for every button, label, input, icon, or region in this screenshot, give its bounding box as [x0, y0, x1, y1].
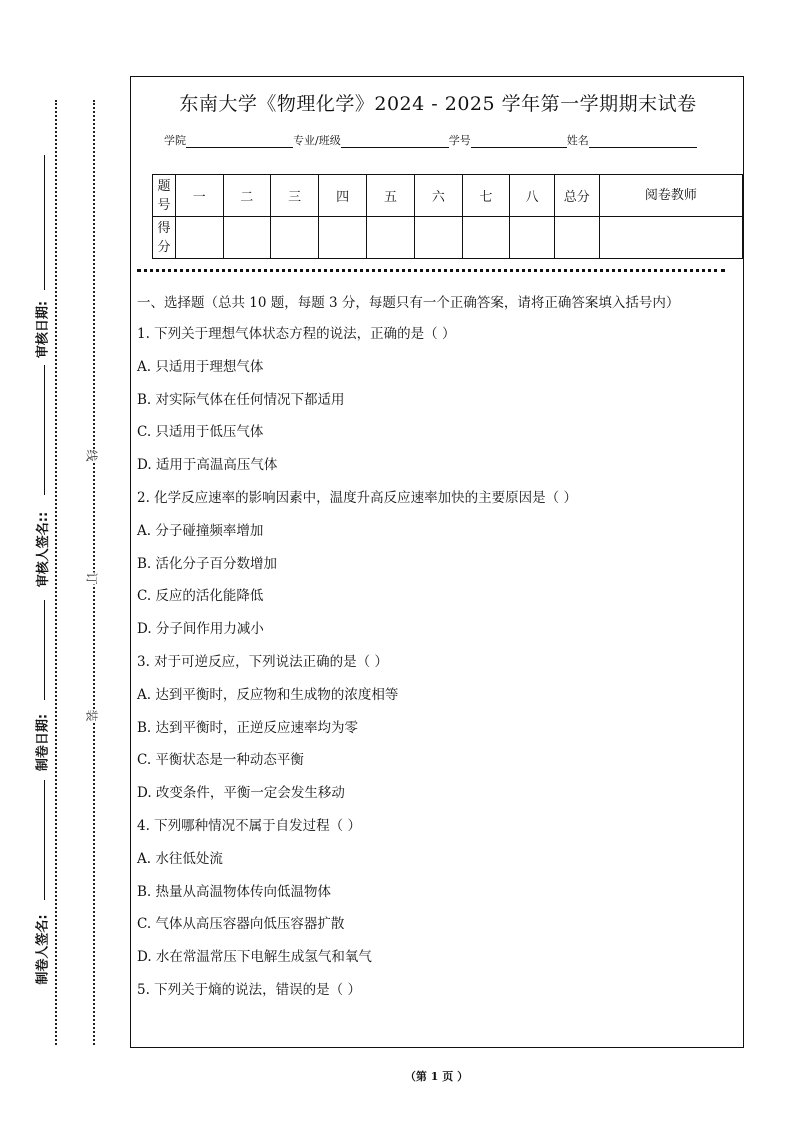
binding-char-zhuang: 装	[84, 709, 99, 722]
option: D. 适用于高温高压气体	[137, 457, 278, 474]
reviewer-sign-line	[44, 365, 45, 495]
header-cell: 六	[415, 175, 462, 217]
header-cell: 五	[366, 175, 414, 217]
score-cell[interactable]	[366, 217, 414, 259]
score-cell[interactable]	[319, 217, 366, 259]
score-cell[interactable]	[462, 217, 509, 259]
score-cell[interactable]	[599, 217, 742, 259]
review-date-label: 审核日期:	[35, 300, 51, 359]
score-row	[153, 217, 743, 259]
option: B. 活化分子百分数增加	[137, 555, 278, 572]
binding-char-ding: 订	[84, 572, 99, 585]
review-date-line	[44, 155, 45, 290]
name-label: 姓名	[566, 134, 589, 147]
question: 3. 对于可逆反应，下列说法正确的是（ ）	[137, 653, 388, 670]
question: 1. 下列关于理想气体状态方程的说法，正确的是（ ）	[137, 326, 456, 342]
option: B. 达到平衡时，正逆反应速率均为零	[137, 719, 359, 736]
score-cell[interactable]	[270, 217, 318, 259]
question: 5. 下列关于熵的说法，错误的是（ ）	[137, 981, 361, 998]
option: B. 热量从高温物体传向低温物体	[137, 883, 332, 900]
id-field[interactable]	[471, 135, 567, 148]
major-field[interactable]	[341, 135, 449, 148]
option: A. 达到平衡时，反应物和生成物的浓度相等	[137, 686, 399, 703]
header-cell: 四	[319, 175, 366, 217]
header-cell: 阅卷教师	[599, 175, 742, 217]
header-cell: 八	[510, 175, 555, 217]
option: A. 水往低处流	[137, 850, 223, 867]
question-section	[137, 293, 737, 1013]
option: B. 对实际气体在任何情况下都适用	[137, 391, 345, 408]
option: A. 分子碰撞频率增加	[137, 522, 264, 539]
header-cell: 题号	[153, 175, 176, 217]
option: C. 反应的活化能降低	[137, 588, 264, 605]
college-field[interactable]	[186, 135, 293, 148]
outer-binding-line	[55, 100, 57, 1045]
id-label: 学号	[448, 134, 471, 147]
score-table	[152, 174, 743, 259]
major-label: 专业/班级	[293, 134, 341, 147]
page-number: （第 1 页 ）	[404, 1070, 469, 1083]
maker-date-label: 制卷日期:	[35, 713, 51, 772]
header-cell: 二	[223, 175, 270, 217]
option: A. 只适用于理想气体	[137, 358, 264, 375]
option: C. 只适用于低压气体	[137, 424, 264, 441]
score-cell[interactable]	[510, 217, 555, 259]
name-field[interactable]	[589, 135, 697, 148]
question: 4. 下列哪种情况不属于自发过程（ ）	[137, 817, 361, 834]
maker-sign-line	[44, 780, 45, 900]
header-cell: 一	[176, 175, 223, 217]
header-cell: 三	[270, 175, 318, 217]
option: C. 平衡状态是一种动态平衡	[137, 752, 304, 769]
maker-sign-label: 制卷人签名:	[35, 914, 51, 985]
question-lines	[137, 324, 737, 1013]
college-label: 学院	[164, 134, 186, 147]
header-cell: 七	[462, 175, 509, 217]
score-table-header	[153, 175, 743, 217]
dotted-separator	[137, 269, 725, 272]
option: C. 气体从高压容器向低压容器扩散	[137, 916, 345, 933]
question: 2. 化学反应速率的影响因素中，温度升高反应速率加快的主要原因是（ ）	[137, 489, 577, 506]
score-row-label: 得分	[153, 217, 176, 259]
student-info	[164, 132, 697, 148]
score-cell[interactable]	[176, 217, 223, 259]
score-cell[interactable]	[415, 217, 462, 259]
score-cell[interactable]	[554, 217, 599, 259]
option: D. 分子间作用力减小	[137, 621, 264, 638]
maker-date-line	[44, 600, 45, 700]
option: D. 改变条件，平衡一定会发生移动	[137, 785, 345, 802]
exam-frame	[130, 76, 744, 1048]
binding-char-xian: 线	[84, 449, 99, 462]
score-cell[interactable]	[223, 217, 270, 259]
option: D. 水在常温常压下电解生成氢气和氧气	[137, 949, 372, 966]
section-heading: 一、选择题（总共 10 题，每题 3 分，每题只有一个正确答案，请将正确答案填入括号内）	[137, 295, 680, 311]
header-cell: 总分	[554, 175, 599, 217]
reviewer-sign-label: 审核人签名::	[36, 511, 51, 588]
exam-title: 东南大学《物理化学》2024 - 2025 学年第一学期期末试卷	[179, 93, 697, 115]
